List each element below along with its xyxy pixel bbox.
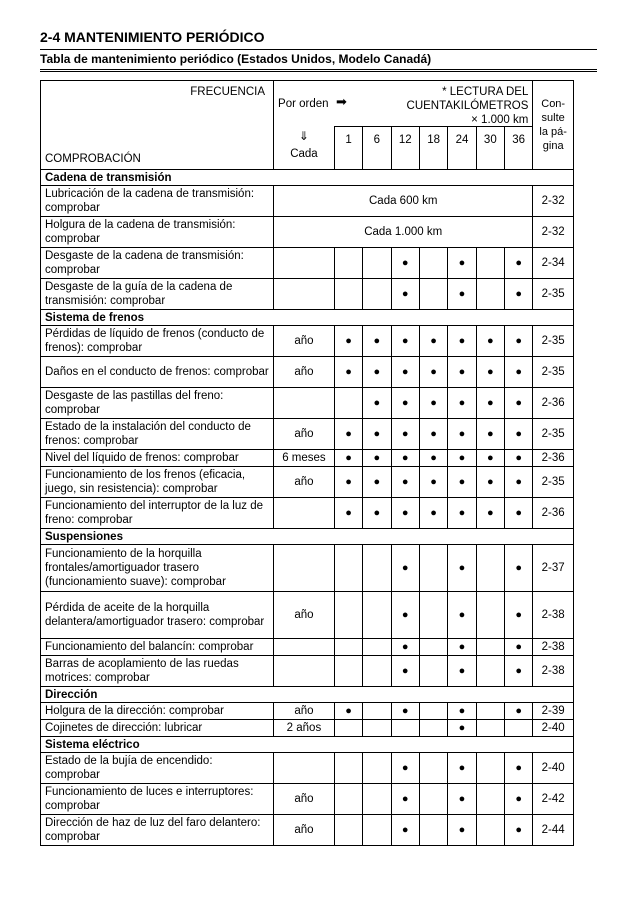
check-mark [476,656,504,687]
page-title: 2-4 MANTENIMIENTO PERIÓDICO [40,29,265,45]
check-mark: ● [505,326,533,357]
check-mark: ● [391,592,419,639]
table-row [41,467,574,498]
check-mark: ● [505,279,533,310]
subtitle-rule-upper [40,69,597,70]
check-mark: ● [476,388,504,419]
check-mark [363,815,391,846]
item-text: Dirección de haz de luz del faro delantero: comprobar [41,815,274,846]
check-mark: ● [391,326,419,357]
table-row [41,784,574,815]
order-interval [274,388,335,419]
check-mark [363,248,391,279]
check-mark: ● [505,639,533,656]
check-mark: ● [334,498,362,529]
order-interval: año [274,592,335,639]
table-row [41,592,574,639]
table-row [41,279,574,310]
check-mark: ● [505,703,533,720]
section-title: Suspensiones [41,529,574,545]
odometer-col: 36 [505,127,533,170]
check-mark [334,656,362,687]
check-mark [334,753,362,784]
check-mark [363,592,391,639]
check-mark: ● [363,388,391,419]
odometer-col: 6 [363,127,391,170]
check-mark: ● [448,498,476,529]
check-mark: ● [448,545,476,592]
table-row [41,639,574,656]
maintenance-table [40,80,574,846]
order-interval [274,656,335,687]
arrow-right-icon: ➡ [336,94,347,109]
table-row [41,498,574,529]
item-text: Funcionamiento de la horquilla frontales/amortiguador trasero (funcionamiento suave): comprobar [41,545,274,592]
interval-text: Cada 1.000 km [274,217,533,248]
check-mark: ● [391,419,419,450]
page-ref: 2-39 [533,703,574,720]
lectura-line-2: CUENTAKILÓMETROS [406,100,529,112]
order-interval: año [274,815,335,846]
check-mark: ● [391,248,419,279]
check-mark [419,784,447,815]
check-mark [363,784,391,815]
page-ref: 2-35 [533,357,574,388]
check-mark: ● [505,388,533,419]
check-mark: ● [363,419,391,450]
section-row [41,687,574,703]
check-mark [334,248,362,279]
section-title: Cadena de transmisión [41,170,574,186]
section-title: Dirección [41,687,574,703]
table-row [41,815,574,846]
check-mark: ● [505,467,533,498]
table-row [41,720,574,737]
check-mark: ● [505,498,533,529]
check-mark: ● [476,326,504,357]
check-mark: ● [505,815,533,846]
check-mark: ● [448,388,476,419]
check-mark: ● [448,720,476,737]
check-mark [334,815,362,846]
check-mark: ● [391,815,419,846]
check-mark [419,279,447,310]
odometer-col: 24 [448,127,476,170]
check-mark: ● [334,419,362,450]
check-mark: ● [419,498,447,529]
check-mark [419,753,447,784]
order-interval: año [274,703,335,720]
consulte-line-1: Con- [541,98,566,110]
check-mark: ● [505,450,533,467]
section-row [41,310,574,326]
consulte-line-4: gina [542,140,564,152]
check-mark [363,656,391,687]
page-ref: 2-36 [533,450,574,467]
check-mark: ● [505,592,533,639]
page-ref: 2-36 [533,388,574,419]
check-mark: ● [448,248,476,279]
check-mark [334,279,362,310]
check-mark: ● [448,419,476,450]
check-mark: ● [363,326,391,357]
table-row [41,753,574,784]
check-mark: ● [391,450,419,467]
order-interval [274,248,335,279]
item-text: Lubricación de la cadena de transmisión: comprobar [41,186,274,217]
check-mark [476,753,504,784]
check-mark: ● [448,639,476,656]
page-ref: 2-42 [533,784,574,815]
check-mark [419,703,447,720]
page-ref: 2-38 [533,592,574,639]
item-text: Funcionamiento de luces e interruptores: comprobar [41,784,274,815]
item-text: Desgaste de la cadena de transmisión: comprobar [41,248,274,279]
section-title: Sistema de frenos [41,310,574,326]
order-interval [274,545,335,592]
check-mark: ● [476,357,504,388]
page-ref: 2-35 [533,326,574,357]
odometer-col: 30 [476,127,504,170]
check-mark: ● [391,703,419,720]
check-mark: ● [363,498,391,529]
item-text: Holgura de la dirección: comprobar [41,703,274,720]
check-mark: ● [448,703,476,720]
check-mark: ● [419,467,447,498]
order-interval: año [274,419,335,450]
check-mark: ● [419,388,447,419]
check-mark: ● [334,450,362,467]
check-mark [363,545,391,592]
check-mark [334,720,362,737]
check-mark: ● [448,815,476,846]
page-ref: 2-35 [533,467,574,498]
check-mark: ● [448,656,476,687]
header-interval [274,81,533,127]
check-mark: ● [363,450,391,467]
table-row [41,248,574,279]
check-mark [505,720,533,737]
check-mark: ● [448,279,476,310]
check-mark: ● [391,639,419,656]
check-mark: ● [391,545,419,592]
header-comprobacion: COMPROBACIÓN [45,153,141,165]
check-mark: ● [476,467,504,498]
header-odometer-reading [407,85,529,127]
check-mark [419,639,447,656]
check-mark [476,720,504,737]
header-cada [274,127,335,170]
order-interval: año [274,467,335,498]
item-text: Estado de la bujía de encendido: comprobar [41,753,274,784]
order-interval: año [274,326,335,357]
order-interval [274,639,335,656]
check-mark: ● [391,467,419,498]
item-text: Funcionamiento de los frenos (eficacia, juego, sin resistencia): comprobar [41,467,274,498]
check-mark: ● [476,498,504,529]
odometer-col: 18 [419,127,447,170]
check-mark: ● [363,357,391,388]
title-rule [40,49,597,50]
item-text: Daños en el conducto de frenos: comprobar [41,357,274,388]
item-text: Pérdidas de líquido de frenos (conducto de frenos): comprobar [41,326,274,357]
check-mark [476,248,504,279]
check-mark [476,545,504,592]
header-frecuencia: FRECUENCIA [190,86,266,98]
item-text: Desgaste de la guía de la cadena de transmisión: comprobar [41,279,274,310]
check-mark [419,720,447,737]
table-row [41,357,574,388]
check-mark [419,248,447,279]
page-ref: 2-44 [533,815,574,846]
page-ref: 2-40 [533,753,574,784]
check-mark: ● [419,326,447,357]
check-mark: ● [448,450,476,467]
page-ref: 2-34 [533,248,574,279]
check-mark: ● [505,419,533,450]
header-consulte-pagina [533,81,574,170]
item-text: Nivel del líquido de frenos: comprobar [41,450,274,467]
page-ref: 2-36 [533,498,574,529]
table-row [41,388,574,419]
check-mark [334,545,362,592]
check-mark [419,545,447,592]
consulte-line-2: sulte [541,112,565,124]
check-mark: ● [448,592,476,639]
arrow-down-icon: ⇓ [298,128,309,143]
order-interval [274,498,335,529]
check-mark: ● [391,784,419,815]
item-text: Funcionamiento del balancín: comprobar [41,639,274,656]
order-interval [274,753,335,784]
lectura-line-3: × 1.000 km [471,114,529,126]
check-mark: ● [334,357,362,388]
check-mark: ● [505,656,533,687]
check-mark [391,720,419,737]
check-mark: ● [448,326,476,357]
order-interval: 2 años [274,720,335,737]
check-mark [419,656,447,687]
consulte-line-3: la pá- [539,126,567,138]
check-mark: ● [419,419,447,450]
page-ref: 2-38 [533,656,574,687]
check-mark [476,639,504,656]
page-ref: 2-32 [533,217,574,248]
check-mark: ● [476,419,504,450]
table-subtitle: Tabla de mantenimiento periódico (Estados Unidos, Modelo Canadá) [40,52,432,66]
page-ref: 2-35 [533,419,574,450]
check-mark: ● [505,248,533,279]
header-por-orden: Por orden [278,98,329,110]
check-mark: ● [505,357,533,388]
check-mark: ● [391,753,419,784]
check-mark [363,703,391,720]
check-mark [363,720,391,737]
check-mark: ● [391,498,419,529]
page-ref: 2-32 [533,186,574,217]
section-row [41,529,574,545]
check-mark [476,784,504,815]
header-check-frequency [41,81,274,170]
check-mark [363,279,391,310]
check-mark: ● [419,450,447,467]
check-mark: ● [363,467,391,498]
item-text: Cojinetes de dirección: lubricar [41,720,274,737]
page-ref: 2-38 [533,639,574,656]
check-mark [334,388,362,419]
check-mark [334,639,362,656]
section-row [41,737,574,753]
order-interval: año [274,784,335,815]
check-mark: ● [505,545,533,592]
item-text: Desgaste de las pastillas del freno: comprobar [41,388,274,419]
item-text: Estado de la instalación del conducto de frenos: comprobar [41,419,274,450]
check-mark: ● [419,357,447,388]
check-mark [476,815,504,846]
check-mark [419,592,447,639]
table-row [41,450,574,467]
check-mark: ● [391,279,419,310]
page-ref: 2-37 [533,545,574,592]
interval-text: Cada 600 km [274,186,533,217]
lectura-line-1: * LECTURA DEL [442,86,529,98]
item-text: Barras de acoplamiento de las ruedas motrices: comprobar [41,656,274,687]
check-mark: ● [334,326,362,357]
check-mark [476,703,504,720]
check-mark: ● [391,357,419,388]
table-row [41,419,574,450]
check-mark: ● [391,656,419,687]
item-text: Holgura de la cadena de transmisión: comprobar [41,217,274,248]
section-title: Sistema eléctrico [41,737,574,753]
check-mark [476,592,504,639]
check-mark [363,639,391,656]
check-mark: ● [505,753,533,784]
odometer-col: 12 [391,127,419,170]
table-row [41,186,574,217]
maintenance-table-body [41,170,574,846]
check-mark [334,592,362,639]
item-text: Funcionamiento del interruptor de la luz de freno: comprobar [41,498,274,529]
order-interval: 6 meses [274,450,335,467]
page-ref: 2-40 [533,720,574,737]
check-mark [363,753,391,784]
check-mark: ● [448,753,476,784]
check-mark: ● [334,467,362,498]
odometer-col: 1 [334,127,362,170]
check-mark: ● [448,357,476,388]
check-mark [476,279,504,310]
table-row [41,545,574,592]
order-interval: año [274,357,335,388]
table-row [41,217,574,248]
header-cada-label: Cada [290,147,318,160]
check-mark: ● [476,450,504,467]
check-mark: ● [505,784,533,815]
page-ref: 2-35 [533,279,574,310]
section-row [41,170,574,186]
order-interval [274,279,335,310]
subtitle-rule-lower [40,71,597,72]
item-text: Pérdida de aceite de la horquilla delantera/amortiguador trasero: comprobar [41,592,274,639]
check-mark [419,815,447,846]
table-row [41,703,574,720]
check-mark: ● [448,784,476,815]
table-row [41,656,574,687]
check-mark: ● [334,703,362,720]
check-mark: ● [448,467,476,498]
check-mark [334,784,362,815]
table-row [41,326,574,357]
check-mark: ● [391,388,419,419]
